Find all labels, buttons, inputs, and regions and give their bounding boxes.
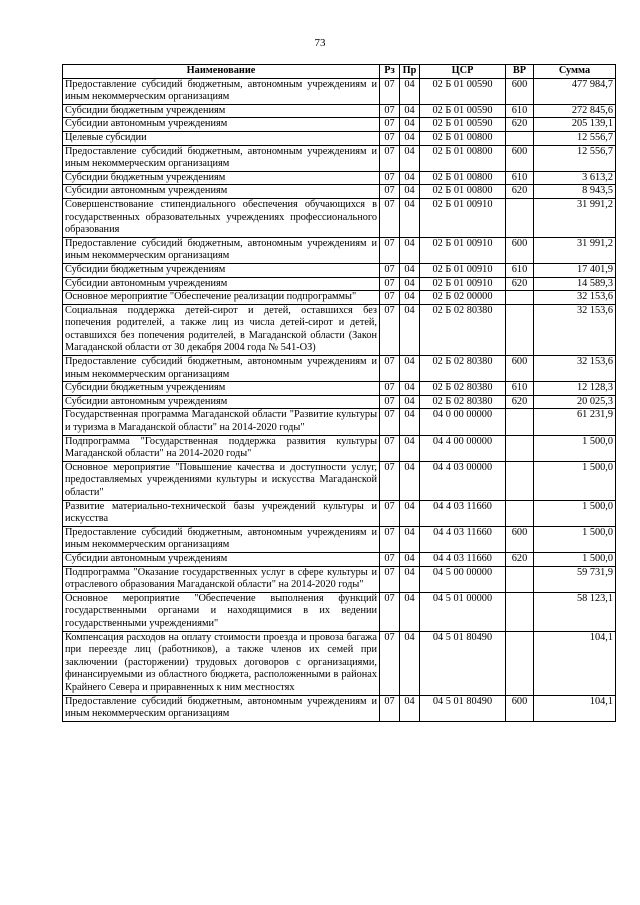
row-csr: 02 Б 02 80380 [420,382,506,396]
table-row [63,131,616,145]
row-csr: 02 Б 02 00000 [420,291,506,305]
row-csr: 04 5 01 80490 [420,631,506,695]
row-csr: 02 Б 02 80380 [420,304,506,355]
table-row [63,695,616,721]
row-rz: 07 [380,500,400,526]
row-name: Развитие материально-технической базы учреждений культуры и искусства [63,500,380,526]
row-rz: 07 [380,263,400,277]
row-sum: 12 556,7 [534,131,616,145]
page-number: 73 [314,37,326,49]
row-name: Социальная поддержка детей-сирот и детей, оставшихся без попечения родителей, а также лиц из числа детей-сирот и детей, оставшихся без попечения родителей, в Магаданской области (Закон Магаданской области от 30 декабря 2004 года № 541-ОЗ) [63,304,380,355]
row-vr [506,435,534,461]
row-csr: 02 Б 02 80380 [420,356,506,382]
row-vr [506,304,534,355]
table-row [63,356,616,382]
row-vr: 600 [506,237,534,263]
row-rz: 07 [380,145,400,171]
row-rz: 07 [380,435,400,461]
table-header-row [63,65,616,79]
header-pr: Пр [400,65,420,79]
table-row [63,552,616,566]
header-rz: Рз [380,65,400,79]
row-rz: 07 [380,552,400,566]
row-sum: 20 025,3 [534,395,616,409]
table-row [63,395,616,409]
row-name: Подпрограмма "Государственная поддержка развития культуры Магаданской области" на 2014-2020 годы" [63,435,380,461]
header-sum: Сумма [534,65,616,79]
row-vr: 600 [506,145,534,171]
row-vr: 620 [506,277,534,291]
row-sum: 17 401,9 [534,263,616,277]
row-pr: 04 [400,695,420,721]
row-rz: 07 [380,566,400,592]
table-row [63,171,616,185]
row-rz: 07 [380,118,400,132]
row-vr: 610 [506,104,534,118]
row-pr: 04 [400,566,420,592]
header-name: Наименование [63,65,380,79]
row-vr [506,409,534,435]
row-rz: 07 [380,78,400,104]
row-csr: 02 Б 01 00800 [420,185,506,199]
row-vr: 610 [506,382,534,396]
row-vr [506,291,534,305]
row-name: Субсидии бюджетным учреждениям [63,171,380,185]
row-name: Предоставление субсидий бюджетным, автономным учреждениям и иным некоммерческим организациям [63,695,380,721]
row-name: Основное мероприятие "Обеспечение выполнения функций государственными органами и находящимися в их ведении государственными учреждениями" [63,592,380,631]
row-rz: 07 [380,695,400,721]
table-row [63,291,616,305]
row-name: Совершенствование стипендиального обеспечения обучающихся в государственных образовательных учреждениях профессионального образования [63,198,380,237]
row-csr: 04 0 00 00000 [420,409,506,435]
row-vr: 600 [506,695,534,721]
row-pr: 04 [400,237,420,263]
row-vr [506,500,534,526]
table-row [63,78,616,104]
row-rz: 07 [380,131,400,145]
row-csr: 02 Б 01 00910 [420,277,506,291]
table-row [63,500,616,526]
row-name: Субсидии бюджетным учреждениям [63,104,380,118]
table-row [63,145,616,171]
row-sum: 12 128,3 [534,382,616,396]
row-sum: 205 139,1 [534,118,616,132]
row-name: Предоставление субсидий бюджетным, автономным учреждениям и иным некоммерческим организациям [63,526,380,552]
row-name: Субсидии бюджетным учреждениям [63,382,380,396]
row-rz: 07 [380,631,400,695]
row-csr: 04 4 03 11660 [420,526,506,552]
row-rz: 07 [380,237,400,263]
row-csr: 04 4 03 11660 [420,552,506,566]
row-csr: 04 4 00 00000 [420,435,506,461]
row-name: Субсидии бюджетным учреждениям [63,263,380,277]
row-csr: 02 Б 01 00910 [420,263,506,277]
row-vr: 610 [506,263,534,277]
table-row [63,198,616,237]
row-pr: 04 [400,171,420,185]
row-name: Предоставление субсидий бюджетным, автономным учреждениям и иным некоммерческим организациям [63,356,380,382]
row-sum: 1 500,0 [534,552,616,566]
row-name: Подпрограмма "Оказание государственных услуг в сфере культуры и отраслевого образования Магаданской области" на 2014-2020 годы" [63,566,380,592]
row-sum: 32 153,6 [534,304,616,355]
row-rz: 07 [380,382,400,396]
row-sum: 3 613,2 [534,171,616,185]
row-vr [506,131,534,145]
row-sum: 32 153,6 [534,356,616,382]
row-sum: 1 500,0 [534,500,616,526]
row-vr: 600 [506,526,534,552]
row-name: Компенсация расходов на оплату стоимости проезда и провоза багажа при переезде лиц (работников), а также членов их семей при заключении (расторжении) трудовых договоров с организациями, финансируемыми из областного бюджета, расположенными в районах Крайнего Севера и приравненных к ним местностях [63,631,380,695]
row-vr [506,198,534,237]
row-vr: 600 [506,78,534,104]
row-sum: 59 731,9 [534,566,616,592]
row-sum: 1 500,0 [534,461,616,500]
row-vr: 620 [506,185,534,199]
row-vr: 620 [506,395,534,409]
row-sum: 61 231,9 [534,409,616,435]
row-vr: 600 [506,356,534,382]
row-sum: 1 500,0 [534,435,616,461]
row-csr: 04 5 01 80490 [420,695,506,721]
row-sum: 8 943,5 [534,185,616,199]
row-rz: 07 [380,461,400,500]
row-csr: 04 4 03 00000 [420,461,506,500]
table-row [63,277,616,291]
row-name: Субсидии автономным учреждениям [63,552,380,566]
row-name: Предоставление субсидий бюджетным, автономным учреждениям и иным некоммерческим организациям [63,145,380,171]
row-name: Государственная программа Магаданской области "Развитие культуры и туризма в Магаданской области" на 2014-2020 годы" [63,409,380,435]
row-vr [506,631,534,695]
row-csr: 02 Б 01 00800 [420,171,506,185]
row-rz: 07 [380,171,400,185]
row-pr: 04 [400,631,420,695]
row-sum: 32 153,6 [534,291,616,305]
table-row [63,566,616,592]
table-row [63,118,616,132]
row-pr: 04 [400,304,420,355]
row-pr: 04 [400,526,420,552]
row-sum: 31 991,2 [534,198,616,237]
row-csr: 04 5 00 00000 [420,566,506,592]
table-row [63,631,616,695]
row-pr: 04 [400,592,420,631]
table-row [63,592,616,631]
table-row [63,185,616,199]
row-pr: 04 [400,263,420,277]
row-pr: 04 [400,461,420,500]
row-sum: 272 845,6 [534,104,616,118]
row-pr: 04 [400,500,420,526]
row-pr: 04 [400,552,420,566]
row-pr: 04 [400,435,420,461]
budget-table [62,64,616,722]
row-sum: 477 984,7 [534,78,616,104]
row-csr: 04 4 03 11660 [420,500,506,526]
table-row [63,409,616,435]
header-csr: ЦСР [420,65,506,79]
row-rz: 07 [380,592,400,631]
row-pr: 04 [400,382,420,396]
row-sum: 104,1 [534,631,616,695]
row-rz: 07 [380,304,400,355]
row-rz: 07 [380,185,400,199]
row-vr: 620 [506,118,534,132]
row-vr [506,566,534,592]
row-csr: 02 Б 02 80380 [420,395,506,409]
row-pr: 04 [400,185,420,199]
row-vr [506,592,534,631]
row-rz: 07 [380,291,400,305]
row-name: Целевые субсидии [63,131,380,145]
table-row [63,382,616,396]
row-rz: 07 [380,198,400,237]
row-pr: 04 [400,131,420,145]
row-csr: 02 Б 01 00800 [420,145,506,171]
row-csr: 04 5 01 00000 [420,592,506,631]
table-row [63,461,616,500]
row-name: Предоставление субсидий бюджетным, автономным учреждениям и иным некоммерческим организациям [63,78,380,104]
row-rz: 07 [380,104,400,118]
row-pr: 04 [400,356,420,382]
row-sum: 104,1 [534,695,616,721]
table-row [63,237,616,263]
row-pr: 04 [400,277,420,291]
row-pr: 04 [400,409,420,435]
row-rz: 07 [380,395,400,409]
table-row [63,435,616,461]
row-csr: 02 Б 01 00800 [420,131,506,145]
row-csr: 02 Б 01 00590 [420,118,506,132]
row-csr: 02 Б 01 00590 [420,78,506,104]
row-name: Субсидии автономным учреждениям [63,277,380,291]
row-vr: 620 [506,552,534,566]
row-rz: 07 [380,277,400,291]
row-pr: 04 [400,118,420,132]
row-csr: 02 Б 01 00590 [420,104,506,118]
row-rz: 07 [380,356,400,382]
row-pr: 04 [400,104,420,118]
row-sum: 1 500,0 [534,526,616,552]
row-sum: 14 589,3 [534,277,616,291]
row-name: Основное мероприятие "Повышение качества и доступности услуг, предоставляемых учреждениями культуры и искусства Магаданской области" [63,461,380,500]
row-pr: 04 [400,145,420,171]
row-pr: 04 [400,395,420,409]
table-row [63,304,616,355]
row-csr: 02 Б 01 00910 [420,237,506,263]
row-vr [506,461,534,500]
row-sum: 58 123,1 [534,592,616,631]
row-rz: 07 [380,409,400,435]
row-vr: 610 [506,171,534,185]
row-name: Основное мероприятие "Обеспечение реализации подпрограммы" [63,291,380,305]
row-sum: 31 991,2 [534,237,616,263]
row-pr: 04 [400,198,420,237]
row-name: Предоставление субсидий бюджетным, автономным учреждениям и иным некоммерческим организациям [63,237,380,263]
table-row [63,526,616,552]
row-rz: 07 [380,526,400,552]
row-pr: 04 [400,78,420,104]
row-sum: 12 556,7 [534,145,616,171]
table-row [63,104,616,118]
header-vr: ВР [506,65,534,79]
table-row [63,263,616,277]
row-name: Субсидии автономным учреждениям [63,395,380,409]
row-pr: 04 [400,291,420,305]
row-name: Субсидии автономным учреждениям [63,118,380,132]
row-name: Субсидии автономным учреждениям [63,185,380,199]
row-csr: 02 Б 01 00910 [420,198,506,237]
